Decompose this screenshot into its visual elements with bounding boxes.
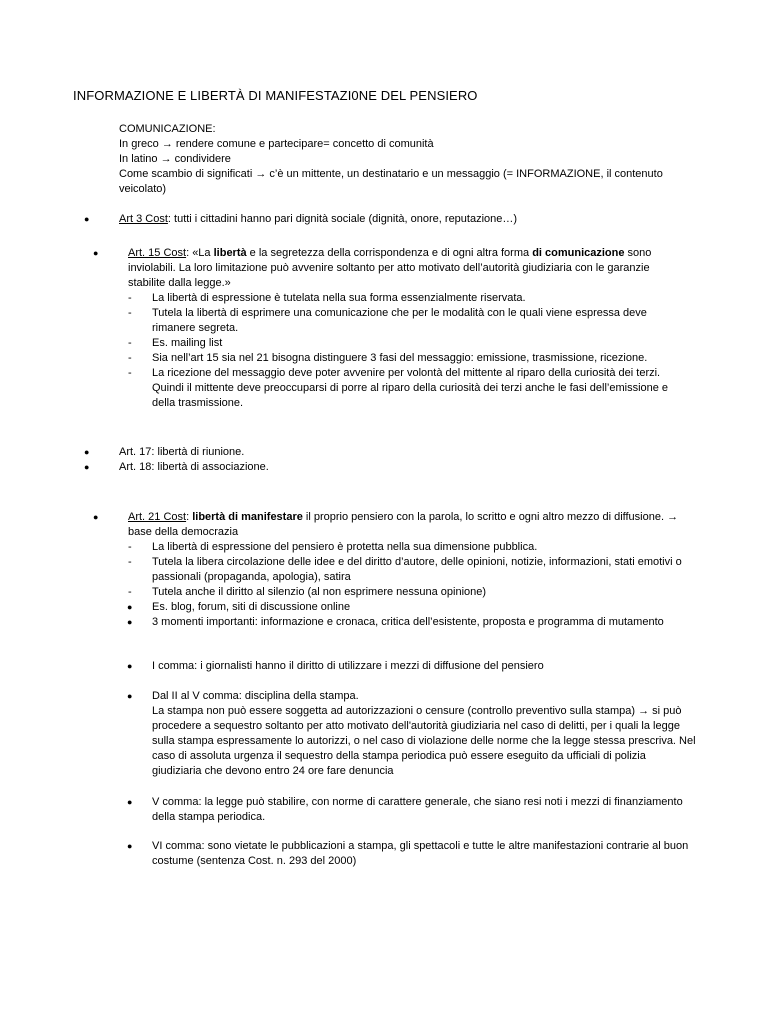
art21-dash-point (93, 555, 693, 585)
intro-exchange-post: c’è un mittente, un destinatario e un messaggio (= INFORMAZIONE, il contenuto veicolato) (119, 168, 663, 195)
art21-dash-point (93, 585, 693, 600)
art17-item (84, 445, 684, 460)
arrow-icon: → (638, 705, 650, 717)
intro-greek (119, 137, 679, 152)
intro-latin-post: condividere (171, 153, 231, 165)
art21-dash-point (93, 540, 693, 555)
art21-bullet-point (93, 615, 693, 630)
dash-icon: - (128, 367, 132, 379)
dash-icon: - (128, 556, 132, 568)
art15-point (93, 366, 685, 411)
art15-point (93, 306, 685, 336)
art21-dash-text: La libertà di espressione del pensiero è protetta nella sua dimensione pubblica. (152, 541, 538, 553)
comma1-text: I comma: i giornalisti hanno il diritto di utilizzare i mezzi di diffusione del pensiero (152, 660, 544, 672)
art15-item (93, 246, 685, 411)
comma2-text (152, 704, 697, 779)
dash-icon: - (128, 541, 132, 553)
art3-item (84, 212, 704, 227)
arrow-icon: → (667, 511, 679, 523)
bullet-icon: ● (93, 248, 99, 258)
art18-item (84, 460, 684, 475)
art21-bullet-text: 3 momenti importanti: informazione e cronaca, critica dell’esistente, proposta e programma di mutamento (152, 616, 664, 628)
bullet-icon: ● (127, 661, 133, 671)
comma1-item (127, 659, 697, 674)
art15-point-text: La libertà di espressione è tutelata nella sua forma essenzialmente riservata. (152, 292, 526, 304)
art15-t1: : «La (186, 247, 214, 259)
comma6-text: VI comma: sono vietate le pubblicazioni a stampa, gli spettacoli e tutte le altre manifestazioni contrarie al buon costume (sentenza Cost. n. 293 del 2000) (152, 840, 689, 867)
comma2-pre: La stampa non può essere soggetta ad autorizzazioni o censure (controllo preventivo sulla stampa) (152, 705, 639, 717)
art21-t2: il proprio pensiero con la parola, lo scritto e ogni altro mezzo di diffusione. (302, 511, 668, 523)
intro-exchange (119, 167, 679, 197)
comma2-heading: Dal II al V comma: disciplina della stampa. (152, 690, 359, 702)
bullet-icon: ● (84, 214, 90, 224)
art15-point (93, 351, 685, 366)
dash-icon: - (128, 337, 132, 349)
art15-b1: libertà (213, 247, 247, 259)
art21-item (93, 510, 693, 630)
page-title: INFORMAZIONE E LIBERTÀ DI MANIFESTAZI0NE DEL PENSIERO (73, 88, 478, 103)
art3-ref: Art 3 Cost (119, 213, 168, 225)
arrow-icon: → (160, 153, 172, 165)
dash-icon: - (128, 352, 132, 364)
intro-greek-post: rendere comune e partecipare= concetto di comunità (172, 138, 434, 150)
art18-text: Art. 18: libertà di associazione. (119, 461, 269, 473)
intro-greek-pre: In greco (119, 138, 162, 150)
art15-point (93, 336, 685, 351)
art21-dash-text: Tutela la libera circolazione delle idee e del diritto d’autore, delle opinioni, notizie, informazioni, stati emotivi o passionali (propaganda, apologia), satira (152, 556, 682, 583)
art21-dash-text: Tutela anche il diritto al silenzio (al non esprimere nessuna opinione) (152, 586, 487, 598)
intro-heading: COMUNICAZIONE: (119, 123, 216, 135)
arrow-icon: → (161, 138, 173, 150)
comma5-item (127, 795, 697, 825)
bullet-icon: ● (84, 462, 90, 472)
comma5-text: V comma: la legge può stabilire, con norme di carattere generale, che siano resi noti i mezzi di finanziamento della stampa periodica. (152, 796, 683, 823)
art21-bullet-point (93, 600, 693, 615)
art15-t2: e la segretezza della corrispondenza e di ogni altra forma (246, 247, 533, 259)
comma6-item (127, 839, 697, 869)
arrow-icon: → (255, 168, 267, 180)
art21-t3: base della democrazia (128, 526, 239, 538)
art3-text (84, 212, 704, 227)
intro-exchange-pre: Come scambio di significati (119, 168, 256, 180)
bullet-icon: ● (127, 797, 133, 807)
art15-point-text: Tutela la libertà di esprimere una comunicazione che per le modalità con le quali viene espressa deve rimanere segreta. (152, 307, 647, 334)
bullet-icon: ● (127, 602, 133, 612)
dash-icon: - (128, 292, 132, 304)
intro-latin (119, 152, 679, 167)
art15-t3: sono inviolabili. La loro limitazione può avvenire soltanto per atto motivato dell’autorità giudiziaria con le garanzie stabilite dalla legge.» (128, 247, 652, 289)
bullet-icon: ● (93, 512, 99, 522)
intro-block (119, 122, 679, 197)
dash-icon: - (128, 586, 132, 598)
art15-point-text: Sia nell’art 15 sia nel 21 bisogna distinguere 3 fasi del messaggio: emissione, trasmissione, ricezione. (152, 352, 648, 364)
bullet-icon: ● (127, 841, 133, 851)
intro-latin-pre: In latino (119, 153, 161, 165)
art21-ref: Art. 21 Cost (128, 511, 187, 523)
comma2-item (127, 689, 697, 779)
art15-point-text: La ricezione del messaggio deve poter avvenire per volontà del mittente al riparo della curiosità dei terzi. Quindi il mittente deve preoccuparsi di porre al riparo della curiosità dei terzi anche le fasi dell’emissione e della trasmissione. (152, 367, 669, 409)
art15-b2: di comunicazione (532, 247, 625, 259)
art15-point-text: Es. mailing list (152, 337, 223, 349)
art15-point (93, 291, 685, 306)
art21-text (128, 510, 693, 540)
art21-t1: : (186, 511, 193, 523)
art3-body: : tutti i cittadini hanno pari dignità sociale (dignità, onore, reputazione…) (167, 213, 518, 225)
bullet-icon: ● (127, 691, 133, 701)
art17-text: Art. 17: libertà di riunione. (119, 446, 245, 458)
comma2-post: si può procedere a sequestro soltanto per atto motivato dell'autorità giudiziaria nel caso di delitti, per i quali la legge sulla stampa espressamente lo autorizzi, o nel caso di violazione delle norme che la legge stessa prescriva. Nel caso di assoluta urgenza il sequestro della stampa periodica può essere eseguito da ufficiali di polizia giudiziaria che devono entro 24 ore fare denuncia (152, 705, 696, 777)
bullet-icon: ● (127, 617, 133, 627)
art21-b1: libertà di manifestare (192, 511, 303, 523)
art21-bullet-text: Es. blog, forum, siti di discussione online (152, 601, 351, 613)
bullet-icon: ● (84, 447, 90, 457)
dash-icon: - (128, 307, 132, 319)
art15-text (128, 246, 685, 291)
art15-ref: Art. 15 Cost (128, 247, 187, 259)
